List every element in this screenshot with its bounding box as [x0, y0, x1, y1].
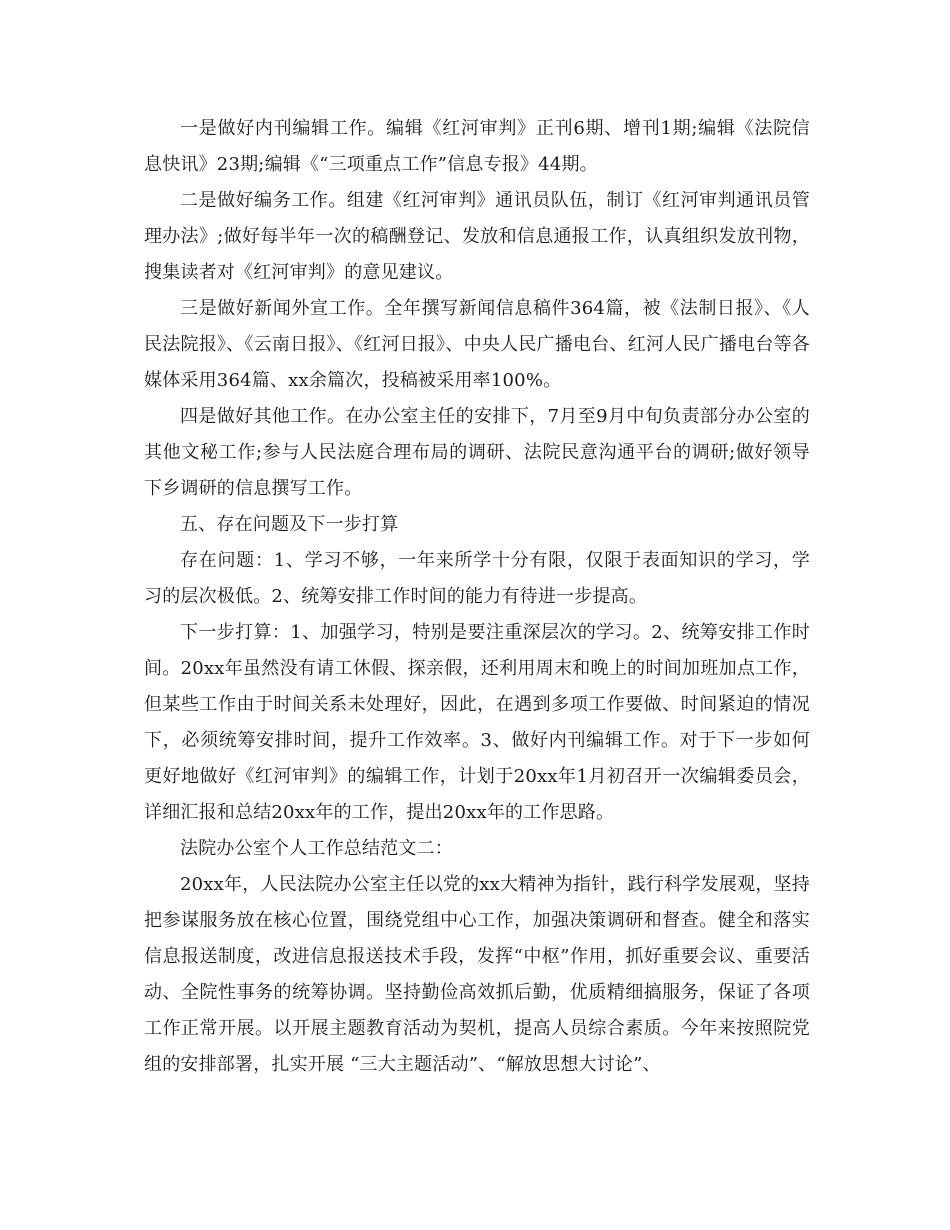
paragraph-internal-editing: 一是做好内刊编辑工作。编辑《红河审判》正刊6期、增刊1期;编辑《法院信息快讯》23期;编辑《“三项重点工作”信息专报》44期。: [144, 118, 810, 175]
paragraph-sample-two-body: 20xx年，人民法院办公室主任以党的xx大精神为指针，践行科学发展观，坚持把参谋服务放在核心位置，围绕党组中心工作，加强决策调研和督查。健全和落实信息报送制度，改进信息报送技术手段，发挥“中枢”作用，抓好重要会议、重要活动、全院性事务的统筹协调。坚持勤俭高效抓后勤，优质精细搞服务，保证了各项工作正常开展。以开展主题教育活动为契机，提高人员综合素质。今年来按照院党组的安排部署，扎实开展 “三大主题活动”、“解放思想大讨论”、: [144, 874, 810, 1075]
section-heading-problems-plans: 五、存在问题及下一步打算: [180, 514, 399, 535]
section-heading-sample-two: 法院办公室个人工作总结范文二：: [180, 838, 453, 859]
paragraph-other-work: 四是做好其他工作。在办公室主任的安排下，7月至9月中旬负责部分办公室的其他文秘工作;参与人民法庭合理布局的调研、法院民意沟通平台的调研;做好领导下乡调研的信息撰写工作。: [144, 406, 810, 499]
paragraph-next-steps: 下一步打算：1、加强学习，特别是要注重深层次的学习。2、统筹安排工作时间。20xx年虽然没有请工休假、探亲假，还利用周末和晚上的时间加班加点工作，但某些工作由于时间关系未处理好，因此，在遇到多项工作要做、时间紧迫的情况下，必须统筹安排时间，提升工作效率。3、做好内刊编辑工作。对于下一步如何更好地做好《红河审判》的编辑工作，计划于20xx年1月初召开一次编辑委员会，详细汇报和总结20xx年的工作，提出20xx年的工作思路。: [144, 622, 810, 823]
paragraph-news-publicity: 三是做好新闻外宣工作。全年撰写新闻信息稿件364篇，被《法制日报》、《人民法院报》、《云南日报》、《红河日报》、中央人民广播电台、红河人民广播电台等各媒体采用364篇、xx余篇次，投稿被采用率100%。: [144, 298, 810, 391]
paragraph-existing-problems: 存在问题：1、学习不够，一年来所学十分有限，仅限于表面知识的学习，学习的层次极低。2、统筹安排工作时间的能力有待进一步提高。: [144, 550, 810, 607]
paragraph-editorial-affairs: 二是做好编务工作。组建《红河审判》通讯员队伍，制订《红河审判通讯员管理办法》;做好每半年一次的稿酬登记、发放和信息通报工作，认真组织发放刊物，搜集读者对《红河审判》的意见建议。: [144, 190, 810, 283]
